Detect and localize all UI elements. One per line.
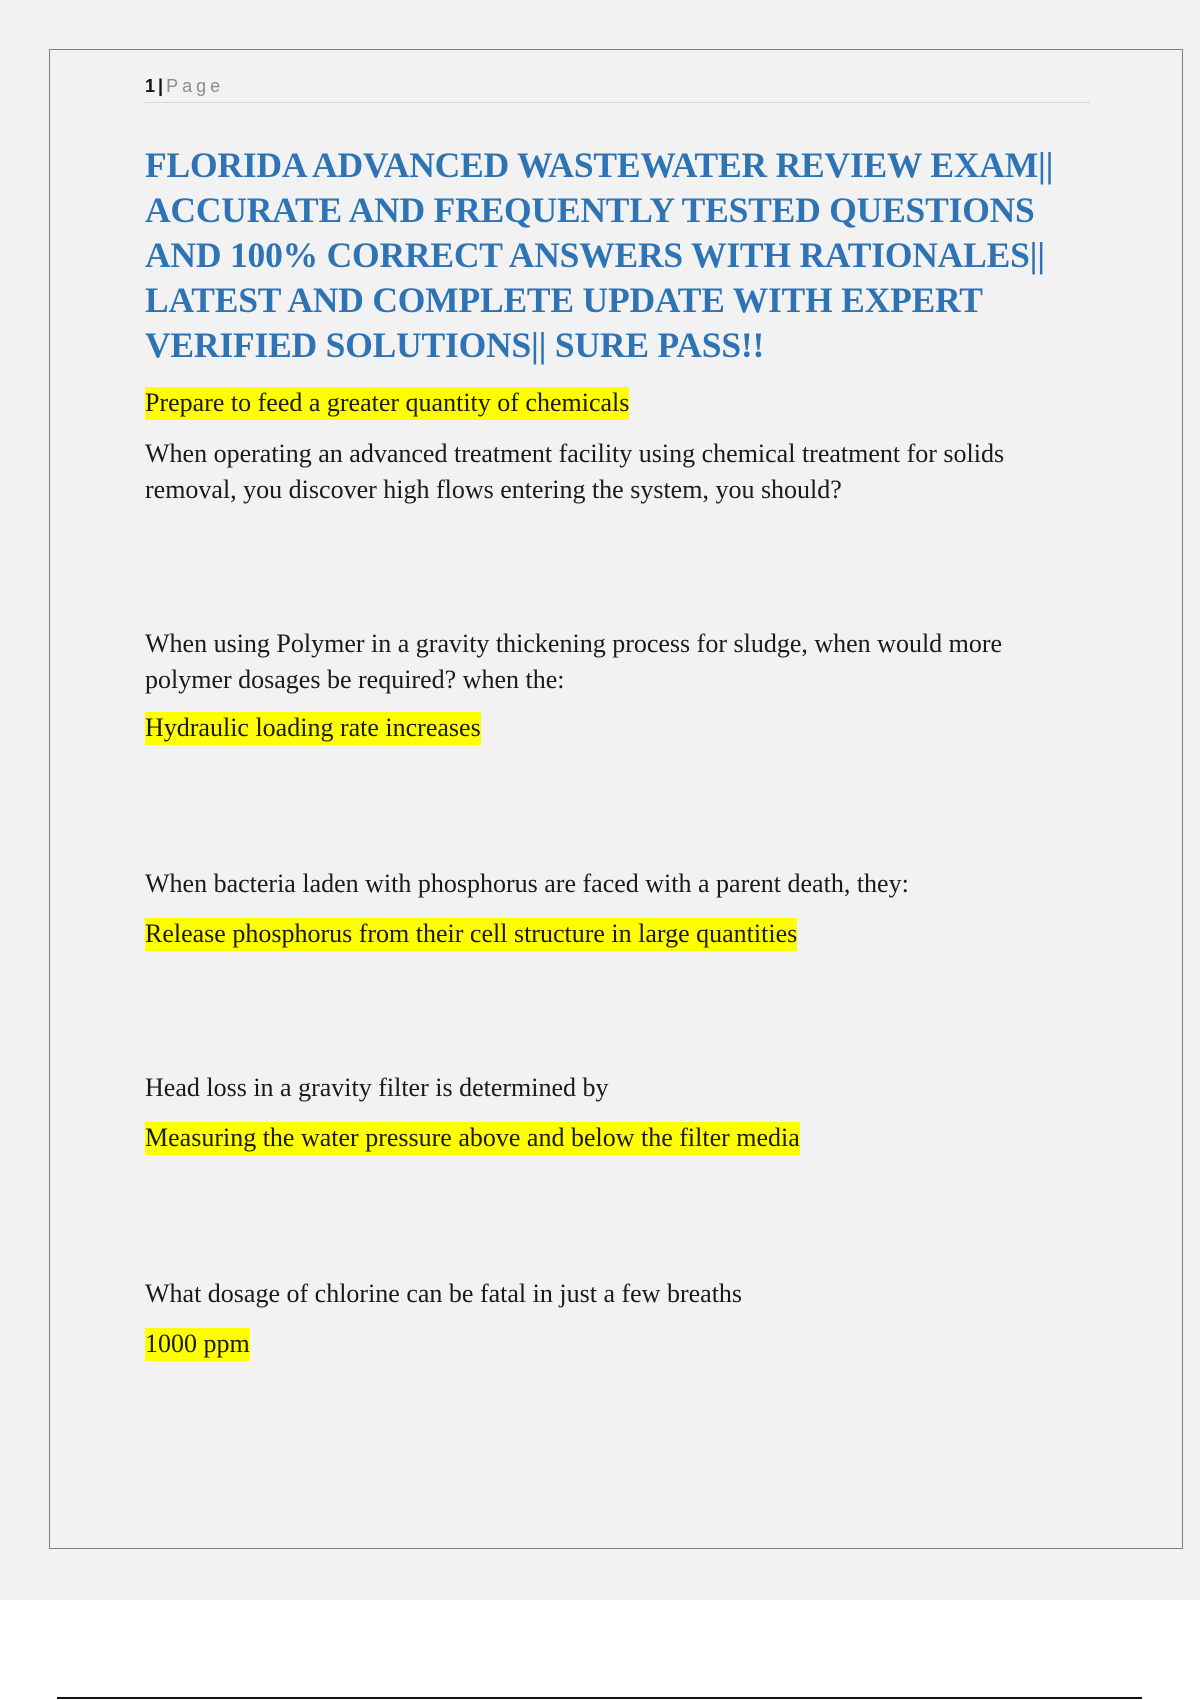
footer-rule [57, 1697, 1142, 1699]
answer-5 [145, 1326, 1090, 1362]
answer-2 [145, 710, 1090, 746]
page-separator: | [158, 76, 164, 96]
answer-highlight: Measuring the water pressure above and below the filter media [145, 1122, 800, 1155]
question-2: When using Polymer in a gravity thickening process for sludge, when would more polymer dosages be required? when the: [145, 629, 1003, 694]
answer-1 [145, 385, 1090, 421]
question-4: Head loss in a gravity filter is determined by [145, 1073, 609, 1102]
answer-highlight: Hydraulic loading rate increases [145, 712, 481, 745]
answer-highlight: 1000 ppm [145, 1328, 250, 1361]
page-number: 1 [145, 76, 156, 96]
page-label: Page [166, 76, 225, 96]
question-5: What dosage of chlorine can be fatal in just a few breaths [145, 1279, 743, 1308]
answer-highlight: Prepare to feed a greater quantity of chemicals [145, 387, 629, 420]
document-title: FLORIDA ADVANCED WASTEWATER REVIEW EXAM|| ACCURATE AND FREQUENTLY TESTED QUESTIONS AND 100% CORRECT ANSWERS WITH RATIONALES|| LATEST AND COMPLETE UPDATE WITH EXPERT VERIFIED SOLUTIONS|| SURE PASS!! [145, 145, 1054, 365]
question-1: When operating an advanced treatment facility using chemical treatment for solids removal, you discover high flows entering the system, you should? [145, 439, 1005, 504]
page-header [145, 74, 1090, 103]
answer-highlight: Release phosphorus from their cell structure in large quantities [145, 918, 797, 951]
answer-4 [145, 1120, 1090, 1156]
question-3: When bacteria laden with phosphorus are faced with a parent death, they: [145, 869, 909, 898]
answer-3 [145, 916, 1090, 952]
